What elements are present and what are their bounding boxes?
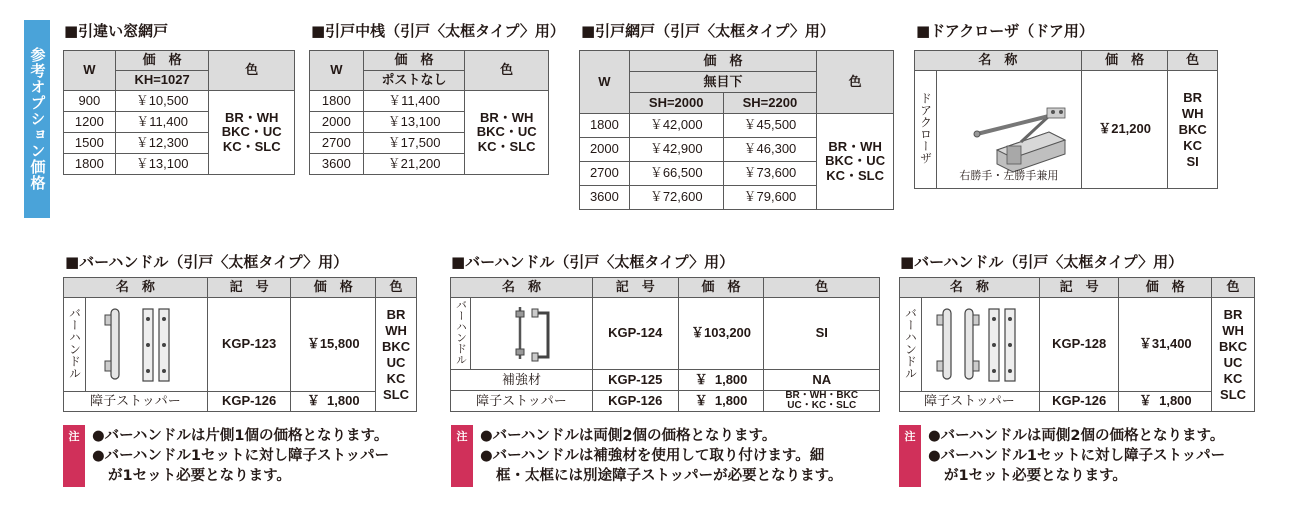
color-line: WH: [1181, 105, 1204, 121]
table-screen-door: [579, 50, 894, 210]
cell-color: [764, 391, 880, 412]
cell-w: 1200: [64, 112, 116, 133]
door-closer-caption: 右勝手・左勝手兼用: [959, 169, 1059, 182]
header-name: 名 称: [900, 278, 1040, 298]
color-line: BR: [386, 306, 406, 322]
item-label: バーハンドル: [454, 298, 467, 365]
header-w: W: [64, 51, 116, 91]
color-line: KC: [1183, 137, 1203, 153]
door-closer-image: [937, 88, 1081, 176]
table-bar-handle-2: [450, 277, 880, 412]
color-line: UC・KC・SLC: [787, 400, 857, 411]
cell-w: 1800: [310, 91, 364, 112]
header-name: 名 称: [64, 278, 208, 298]
cell-w: 1500: [64, 133, 116, 154]
cell-w: 2000: [580, 138, 630, 162]
header-color: 色: [817, 51, 894, 114]
table-middle-bar: [309, 50, 549, 175]
header-code: 記 号: [592, 278, 678, 298]
cell-price: ￥13,100: [363, 112, 465, 133]
cell-colors: [465, 91, 549, 175]
header-price: 価 格: [1119, 278, 1212, 298]
cell-code: KGP-126: [207, 392, 291, 412]
color-line: KC・SLC: [477, 138, 536, 154]
header-color: 色: [376, 278, 417, 298]
color-line: BR: [1183, 89, 1203, 105]
cell-price: ￥72,600: [629, 186, 723, 210]
color-line: SLC: [1220, 386, 1247, 402]
side-tab: [24, 20, 50, 218]
note-line: 框・太框には別途障子ストッパーが必要となります。: [496, 468, 843, 484]
item-label-cell: [64, 298, 86, 392]
note-line: が1セット必要となります。: [944, 468, 1127, 484]
cell-color: NA: [764, 370, 880, 391]
header-price: 価 格: [363, 51, 465, 71]
header-w: W: [580, 51, 630, 114]
color-line: BKC: [381, 338, 411, 354]
item-label: ドアクローザ: [918, 91, 933, 164]
table-door-closer: [914, 50, 1218, 189]
bar-handle-image: [91, 303, 201, 387]
header-kh: KH=1027: [115, 71, 209, 91]
note-badge: 注: [63, 425, 85, 487]
cell-price: ￥46,300: [723, 138, 817, 162]
table-window-screen: [63, 50, 295, 175]
table-bar-handle-1: [63, 277, 417, 412]
cell-price: ￥42,900: [629, 138, 723, 162]
section-title-bar-handle-3: ■バーハンドル（引戸〈太框タイプ〉用）: [900, 253, 1184, 271]
header-color: 色: [764, 278, 880, 298]
color-line: UC: [1223, 354, 1243, 370]
header-price: 価 格: [629, 51, 816, 72]
cell-price: ￥21,200: [363, 154, 465, 175]
table-bar-handle-3: [899, 277, 1255, 412]
color-line: BR・WH: [828, 139, 882, 155]
color-line: KC: [386, 370, 406, 386]
note-text-2: [480, 426, 842, 486]
cell-code: KGP-123: [207, 298, 291, 392]
section-title-bar-handle-1: ■バーハンドル（引戸〈太框タイプ〉用）: [65, 253, 349, 271]
note-line: ●バーハンドル1セットに対し障子ストッパー: [928, 448, 1226, 464]
note-badge: 注: [899, 425, 921, 487]
bar-handle-image: [925, 303, 1035, 387]
cell-w: 1800: [580, 114, 630, 138]
cell-price: ￥ 1,800: [678, 370, 764, 391]
color-line: KC・SLC: [826, 167, 885, 183]
cell-price: ￥103,200: [678, 298, 764, 370]
cell-code: KGP-128: [1039, 298, 1119, 392]
note-line: ●バーハンドルは両側2個の価格となります。: [480, 428, 777, 444]
cell-w: 2700: [580, 162, 630, 186]
header-name: 名 称: [451, 278, 593, 298]
cell-price: ￥21,200: [1081, 71, 1167, 189]
cell-reinforce: 補強材: [451, 370, 593, 391]
door-closer-image-cell: [936, 71, 1081, 189]
header-color: 色: [209, 51, 295, 91]
color-line: SLC: [383, 386, 410, 402]
color-line: BKC・UC: [476, 124, 537, 140]
cell-price: ￥ 1,800: [291, 392, 376, 412]
cell-w: 3600: [310, 154, 364, 175]
cell-code: KGP-125: [592, 370, 678, 391]
header-sh-2200: SH=2200: [723, 93, 817, 114]
note-line: ●バーハンドルは両側2個の価格となります。: [928, 428, 1225, 444]
note-text-1: [92, 426, 389, 486]
cell-price: ￥17,500: [363, 133, 465, 154]
cell-w: 1800: [64, 154, 116, 175]
section-title-middle-bar: ■引戸中桟（引戸〈太框タイプ〉用）: [311, 22, 565, 40]
header-code: 記 号: [207, 278, 291, 298]
note-line: ●バーハンドル1セットに対し障子ストッパー: [92, 448, 390, 464]
header-name: 名 称: [915, 51, 1082, 71]
cell-price: ￥11,400: [115, 112, 209, 133]
header-price: 価 格: [678, 278, 764, 298]
cell-colors: [1168, 71, 1218, 189]
header-color: 色: [1168, 51, 1218, 71]
cell-colors: [1212, 298, 1255, 412]
header-price: 価 格: [291, 278, 376, 298]
section-title-bar-handle-2: ■バーハンドル（引戸〈太框タイプ〉用）: [451, 253, 735, 271]
cell-price: ￥10,500: [115, 91, 209, 112]
item-label: バーハンドル: [67, 306, 82, 379]
item-label-cell: [451, 298, 471, 370]
cell-price: ￥12,300: [115, 133, 209, 154]
color-line: BR・WH: [224, 110, 279, 126]
note-badge: 注: [451, 425, 473, 487]
cell-price: ￥66,500: [629, 162, 723, 186]
item-label: バーハンドル: [903, 306, 918, 379]
note-line: ●バーハンドルは補強材を使用して取り付けます。細: [480, 448, 825, 464]
cell-w: 900: [64, 91, 116, 112]
cell-stopper: 障子ストッパー: [64, 392, 208, 412]
item-label-cell: [915, 71, 937, 189]
header-mukashita: 無目下: [629, 72, 816, 93]
header-price: 価 格: [1081, 51, 1167, 71]
cell-code: KGP-124: [592, 298, 678, 370]
section-title-door-closer: ■ドアクローザ（ドア用）: [916, 22, 1094, 40]
color-line: BR・WH: [479, 110, 534, 126]
header-code: 記 号: [1039, 278, 1119, 298]
note-line: ●バーハンドルは片側1個の価格となります。: [92, 428, 389, 444]
cell-color: SI: [764, 298, 880, 370]
bar-handle-image-cell: [85, 298, 207, 392]
side-tab-label: 参考オプション価格: [28, 47, 47, 191]
cell-colors: [817, 114, 894, 210]
bar-handle-image-cell: [470, 298, 592, 370]
color-line: BKC・UC: [221, 124, 282, 140]
cell-price: ￥ 1,800: [678, 391, 764, 412]
header-price: 価 格: [115, 51, 209, 71]
bar-handle-image-cell: [921, 298, 1039, 392]
cell-w: 2700: [310, 133, 364, 154]
color-line: UC: [386, 354, 406, 370]
cell-price: ￥13,100: [115, 154, 209, 175]
cell-colors: [376, 298, 417, 412]
color-line: SI: [1186, 153, 1199, 169]
header-no-post: ポストなし: [363, 71, 465, 91]
cell-price: ￥42,000: [629, 114, 723, 138]
color-line: KC: [1223, 370, 1243, 386]
color-line: WH: [1222, 322, 1244, 338]
header-w: W: [310, 51, 364, 91]
cell-w: 3600: [580, 186, 630, 210]
color-line: BR・WH・BKC: [785, 390, 859, 401]
color-line: WH: [385, 322, 407, 338]
cell-price: ￥11,400: [363, 91, 465, 112]
bar-handle-image: [476, 301, 586, 367]
note-line: が1セット必要となります。: [108, 468, 291, 484]
header-sh-2000: SH=2000: [629, 93, 723, 114]
cell-code: KGP-126: [592, 391, 678, 412]
color-line: BKC: [1178, 121, 1207, 137]
note-text-3: [928, 426, 1225, 486]
cell-colors: [209, 91, 295, 175]
section-title-screen-door: ■引戸網戸（引戸〈太框タイプ〉用）: [581, 22, 835, 40]
cell-price: ￥ 1,800: [1119, 392, 1212, 412]
color-line: BKC・UC: [825, 153, 886, 169]
cell-stopper: 障子ストッパー: [451, 391, 593, 412]
header-color: 色: [1212, 278, 1255, 298]
section-title-window-screen: ■引違い窓網戸: [64, 22, 169, 40]
item-label-cell: [900, 298, 922, 392]
cell-price: ￥45,500: [723, 114, 817, 138]
color-line: BKC: [1218, 338, 1248, 354]
color-line: BR: [1223, 306, 1243, 322]
cell-code: KGP-126: [1039, 392, 1119, 412]
cell-price: ￥31,400: [1119, 298, 1212, 392]
cell-price: ￥73,600: [723, 162, 817, 186]
color-line: KC・SLC: [222, 138, 281, 154]
cell-w: 2000: [310, 112, 364, 133]
cell-stopper: 障子ストッパー: [900, 392, 1040, 412]
cell-price: ￥79,600: [723, 186, 817, 210]
cell-price: ￥15,800: [291, 298, 376, 392]
header-color: 色: [465, 51, 549, 91]
